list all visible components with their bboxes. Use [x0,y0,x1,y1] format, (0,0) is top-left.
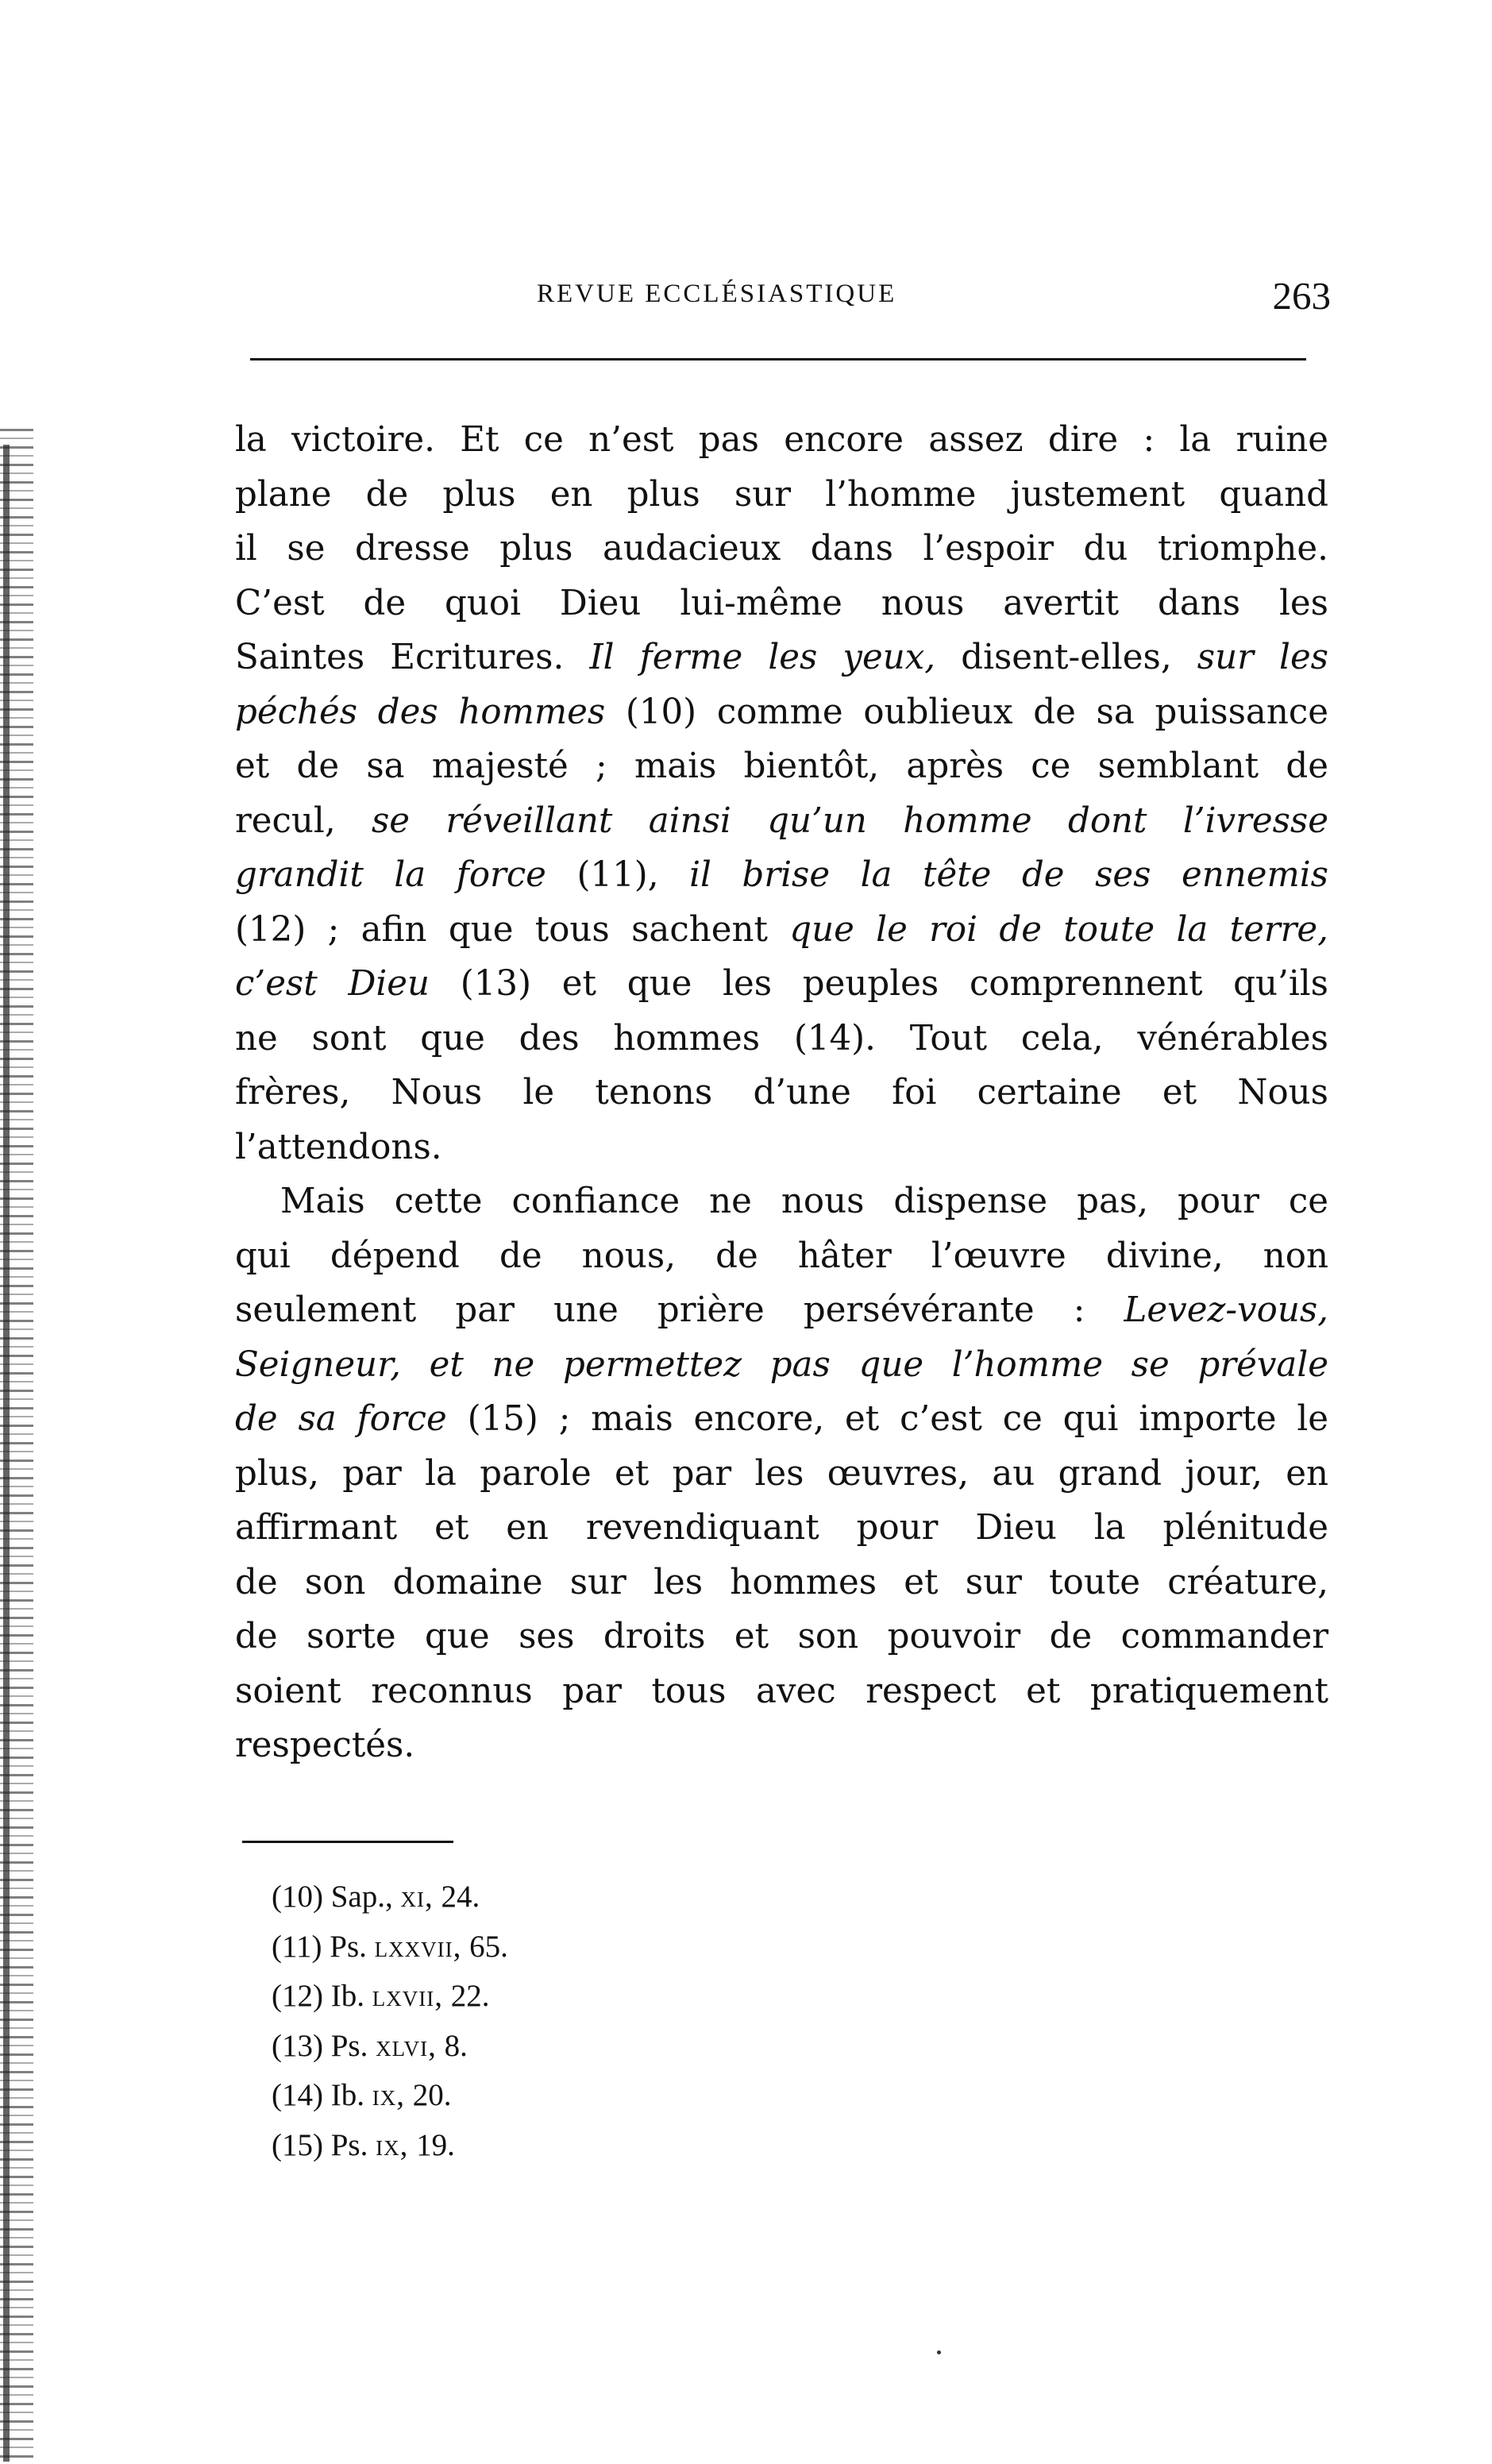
main-text [235,413,1328,1773]
text-line: la victoire. Et ce n’est pas encore assez dire : la ruine [235,420,1328,460]
italic-run: c’est Dieu [235,964,430,1004]
italic-run: Il ferme les yeux, [589,638,936,677]
footnote [272,1922,508,1972]
text-line: de son domaine sur les hommes et sur toute créature, [235,1562,1328,1602]
text-run: (13) et que les peuples comprennent qu’ils [430,964,1328,1004]
footnote-book: Ps. [330,2127,368,2162]
text-run: (12) ; afin que tous sachent [235,909,790,950]
footnote-book: Ib. [330,2078,364,2112]
footnote-chapter: xi, [400,1880,434,1914]
italic-run: de sa force [235,1399,447,1439]
text-line: l’attendons. [235,1127,442,1167]
footnote-number: (14) [272,2078,323,2112]
text-line: C’est de quoi Dieu lui-même nous avertit dans les [235,583,1328,623]
text-line: et de sa majesté ; mais bientôt, après ce semblant de [235,746,1328,786]
footnote-book: Ps. [330,2028,368,2063]
text-run: recul, [235,800,372,841]
footnote-verse: 8. [444,2028,468,2063]
footnote [272,2022,508,2072]
italic-run: Levez-vous, [1124,1290,1328,1330]
footnote-chapter: ix, [376,2127,409,2162]
italic-run: sur les [1197,638,1329,677]
footnote-book: Ib. [330,1979,364,2013]
text-run: seulement par une prière persévérante : [235,1290,1124,1330]
running-header [537,274,1331,327]
binding-edge-line [3,445,10,2462]
text-line [235,848,1328,903]
text-line [235,1392,1328,1447]
footnote-book: Ps. [330,1929,367,1964]
text-line: Mais cette confiance ne nous dispense pas, pour ce [280,1182,1328,1221]
footnote-number: (11) [272,1929,322,1964]
italic-run: péchés des hommes [235,692,606,732]
text-line [235,1283,1328,1338]
text-line [235,1338,1328,1393]
text-line [235,794,1328,849]
footnote [272,1872,508,1922]
text-line: soient reconnus par tous avec respect et pratiquement [235,1671,1328,1711]
text-line [235,685,1328,740]
text-line: ne sont que des hommes (14). Tout cela, vénérables [235,1018,1328,1058]
italic-run: il brise la tête de ses ennemis [689,855,1328,895]
paragraph-2 [235,1174,1328,1773]
text-line: plus, par la parole et par les œuvres, au grand jour, en [235,1453,1328,1494]
footnote-number: (15) [272,2127,323,2162]
footnote [272,1972,508,2022]
text-run: disent-elles, [935,638,1197,677]
ink-speck [937,2350,941,2354]
text-run: (10) comme oublieux de sa puissance [605,692,1328,732]
text-line: qui dépend de nous, de hâter l’œuvre divine, non [235,1236,1328,1276]
footnote-verse: 24. [441,1880,480,1914]
running-title: REVUE ECCLÉSIASTIQUE [537,280,897,308]
italic-run: grandit la force [235,855,546,895]
text-run: (11), [546,855,690,895]
footnote-chapter: ix, [372,2078,405,2112]
footnote-verse: 19. [416,2127,455,2162]
footnotes [272,1872,508,2170]
footnote-rule [242,1841,453,1843]
text-line [235,630,1328,685]
text-line: de sorte que ses droits et son pouvoir de commander [235,1617,1328,1656]
footnote-book: Sap., [330,1880,393,1914]
italic-run: se réveillant ainsi qu’un homme dont l’ivresse [371,800,1328,841]
text-line: frères, Nous le tenons d’une foi certaine et Nous [235,1073,1328,1112]
text-line: il se dresse plus audacieux dans l’espoir du triomphe. [235,529,1328,569]
text-run: Saintes Ecritures. [235,638,565,677]
footnote-chapter: lxxvii, [374,1929,462,1964]
text-line [235,957,1328,1012]
footnote [272,2071,508,2121]
text-line: plane de plus en plus sur l’homme justement quand [235,474,1328,515]
footnote-number: (13) [272,2028,323,2063]
footnote-number: (10) [272,1880,323,1914]
page-number: 263 [1272,274,1331,318]
footnote-verse: 20. [412,2078,452,2112]
italic-run: que le roi de toute la terre, [789,909,1328,950]
text-line: affirmant et en revendiquant pour Dieu la plénitude [235,1508,1328,1548]
footnote-chapter: xlvi, [376,2028,437,2063]
footnote-verse: 22. [450,1979,490,2013]
text-line: respectés. [235,1726,415,1765]
footnote [272,2121,508,2171]
text-line [235,903,1328,958]
footnote-chapter: lxvii, [372,1979,443,2013]
italic-run: Seigneur, et ne permettez pas que l’homme se prévale [235,1344,1328,1385]
text-run: (15) ; mais encore, et c’est ce qui importe le [446,1399,1328,1439]
footnote-number: (12) [272,1979,323,2013]
footnote-verse: 65. [469,1929,508,1964]
header-rule [250,358,1306,361]
